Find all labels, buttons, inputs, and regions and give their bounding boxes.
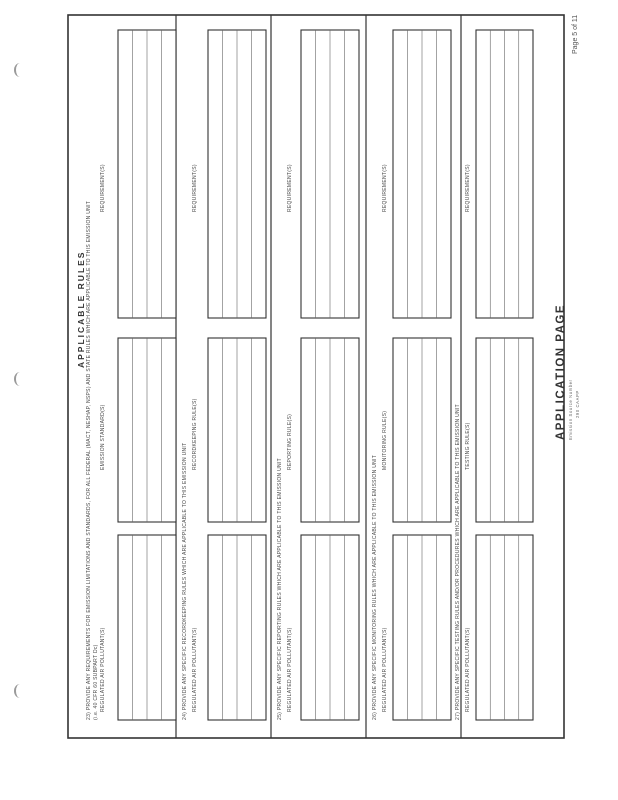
section-question: 27) PROVIDE ANY SPECIFIC TESTING RULES AND/OR PROCEDURES WHICH ARE APPLICABLE TO THIS EMISSION UNIT [455, 404, 461, 720]
section-question: 25) PROVIDE ANY SPECIFIC REPORTING RULES WHICH ARE APPLICABLE TO THIS EMISSION UNIT [277, 458, 283, 720]
column-label: REQUIREMENT(S) [287, 164, 293, 212]
section-question: 24) PROVIDE ANY SPECIFIC RECORDKEEPING RULES WHICH ARE APPLICABLE TO THIS EMISSION UNIT [182, 442, 188, 720]
column-label: REGULATED AIR POLLUTANT(S) [192, 627, 198, 712]
intro-line-2: (i.e. 40 CFR 60 SUBPART Dc) [93, 644, 99, 720]
column-label: REQUIREMENT(S) [100, 164, 106, 212]
form-heading: APPLICABLE RULES [76, 250, 86, 368]
page-number: Page 5 of 11 [572, 14, 579, 54]
column-label: RECORDKEEPING RULE(S) [192, 398, 198, 470]
section-question: 26) PROVIDE ANY SPECIFIC MONITORING RULES WHICH ARE APPLICABLE TO THIS EMISSION UNIT [372, 454, 378, 720]
intro-line-1: 23) PROVIDE ANY REQUIREMENTS FOR EMISSION LIMITATIONS AND STANDARDS, FOR ALL FEDERAL (MACT, NESHAP, NSPS) AND STATE RULES WHICH ARE APPLICABLE TO THIS EMISSION UNIT [86, 200, 92, 720]
column-label: REGULATED AIR POLLUTANT(S) [465, 627, 471, 712]
column-label: TESTING RULE(S) [465, 422, 471, 470]
column-label: REQUIREMENT(S) [192, 164, 198, 212]
footer-line-1: Emission Source Number [568, 379, 573, 440]
column-label: MONITORING RULE(S) [382, 410, 388, 470]
footer-line-2: 290 CAAPP [575, 390, 580, 418]
column-label: REPORTING RULE(S) [287, 413, 293, 470]
footer-title: APPLICATION PAGE [555, 303, 567, 440]
column-label: REGULATED AIR POLLUTANT(S) [287, 627, 293, 712]
column-label: REGULATED AIR POLLUTANT(S) [100, 627, 106, 712]
column-label: REQUIREMENT(S) [465, 164, 471, 212]
column-label: REGULATED AIR POLLUTANT(S) [382, 627, 388, 712]
column-label: REQUIREMENT(S) [382, 164, 388, 212]
column-label: EMISSION STANDARD(S) [100, 404, 106, 470]
